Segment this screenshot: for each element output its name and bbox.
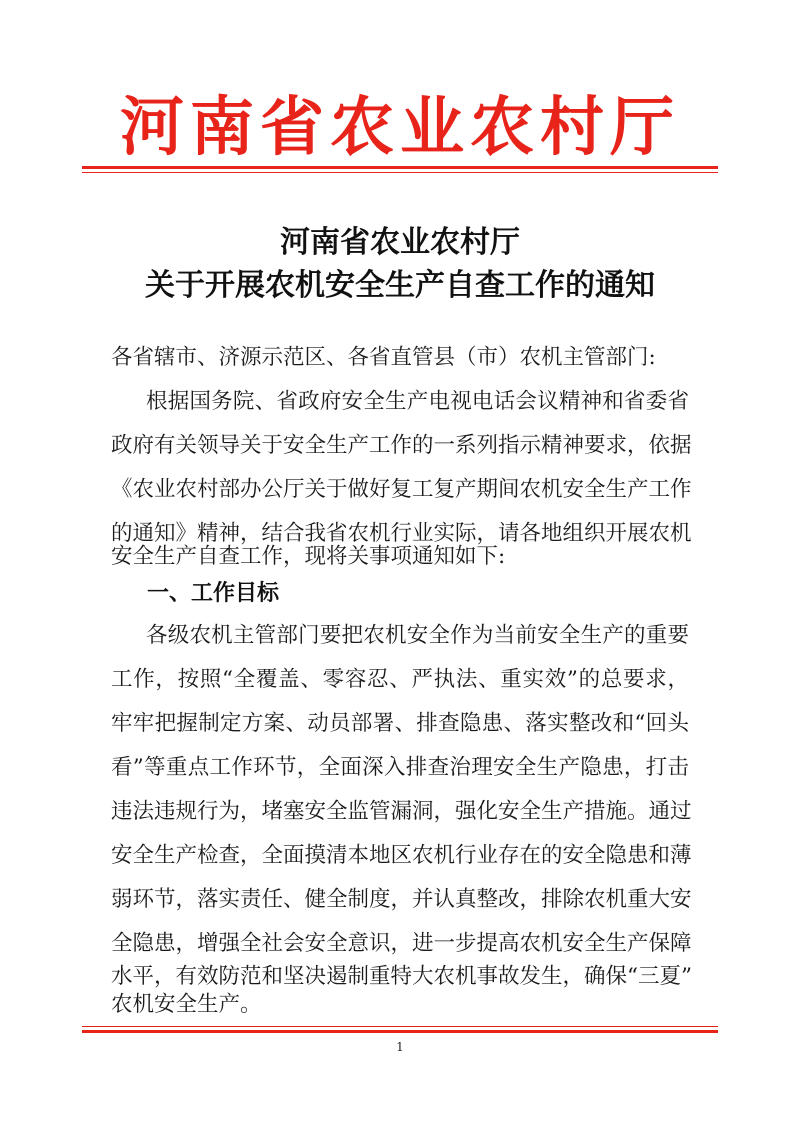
footer-rule-thin — [82, 1026, 718, 1027]
section1-line: 弱环节，落实责任、健全制度，并认真整改，排除农机重大安 — [111, 887, 692, 912]
document-title-line-1: 河南省农业农村厅 — [280, 225, 520, 260]
section1-line: 牢牢把握制定方案、动员部署、排查隐患、落实整改和“回头 — [111, 711, 689, 736]
intro-line: 根据国务院、省政府安全生产电视电话会议精神和省委省 — [146, 389, 689, 414]
intro-line: 《农业农村部办公厅关于做好复工复产期间农机安全生产工作 — [111, 477, 692, 502]
letterhead-rule-thin — [82, 172, 718, 173]
document-title-line-2: 关于开展农机安全生产自查工作的通知 — [145, 268, 655, 303]
section1-line: 各级农机主管部门要把农机安全作为当前安全生产的重要 — [146, 623, 689, 648]
section1-line: 农机安全生产。 — [111, 992, 262, 1017]
footer-rule-thick — [82, 1030, 718, 1033]
section1-line: 看”等重点工作环节，全面深入排查治理安全生产隐患，打击 — [111, 755, 689, 780]
section1-line: 工作，按照“全覆盖、零容忍、严执法、重实效”的总要求， — [111, 667, 689, 692]
intro-line: 政府有关领导关于安全生产工作的一系列指示精神要求，依据 — [111, 433, 692, 458]
section1-line: 违法违规行为，堵塞安全监管漏洞，强化安全生产措施。通过 — [111, 799, 692, 824]
intro-line: 的通知》精神，结合我省农机行业实际，请各地组织开展农机 — [111, 521, 692, 546]
letterhead-rule-thick — [82, 166, 718, 169]
intro-line: 安全生产自查工作，现将关事项通知如下: — [111, 544, 506, 569]
addressee: 各省辖市、济源示范区、各省直管县（市）农机主管部门: — [111, 345, 656, 370]
section-heading-work-goals: 一、工作目标 — [147, 581, 280, 606]
section1-line: 全隐患，增强全社会安全意识，进一步提高农机安全生产保障 — [111, 931, 692, 956]
section1-line: 安全生产检查，全面摸清本地区农机行业存在的安全隐患和薄 — [111, 843, 692, 868]
section1-line: 水平，有效防范和坚决遏制重特大农机事故发生，确保“三夏” — [111, 964, 692, 989]
letterhead-agency-name: 河南省农业农村厅 — [120, 90, 680, 165]
page-number: 1 — [396, 1040, 404, 1054]
